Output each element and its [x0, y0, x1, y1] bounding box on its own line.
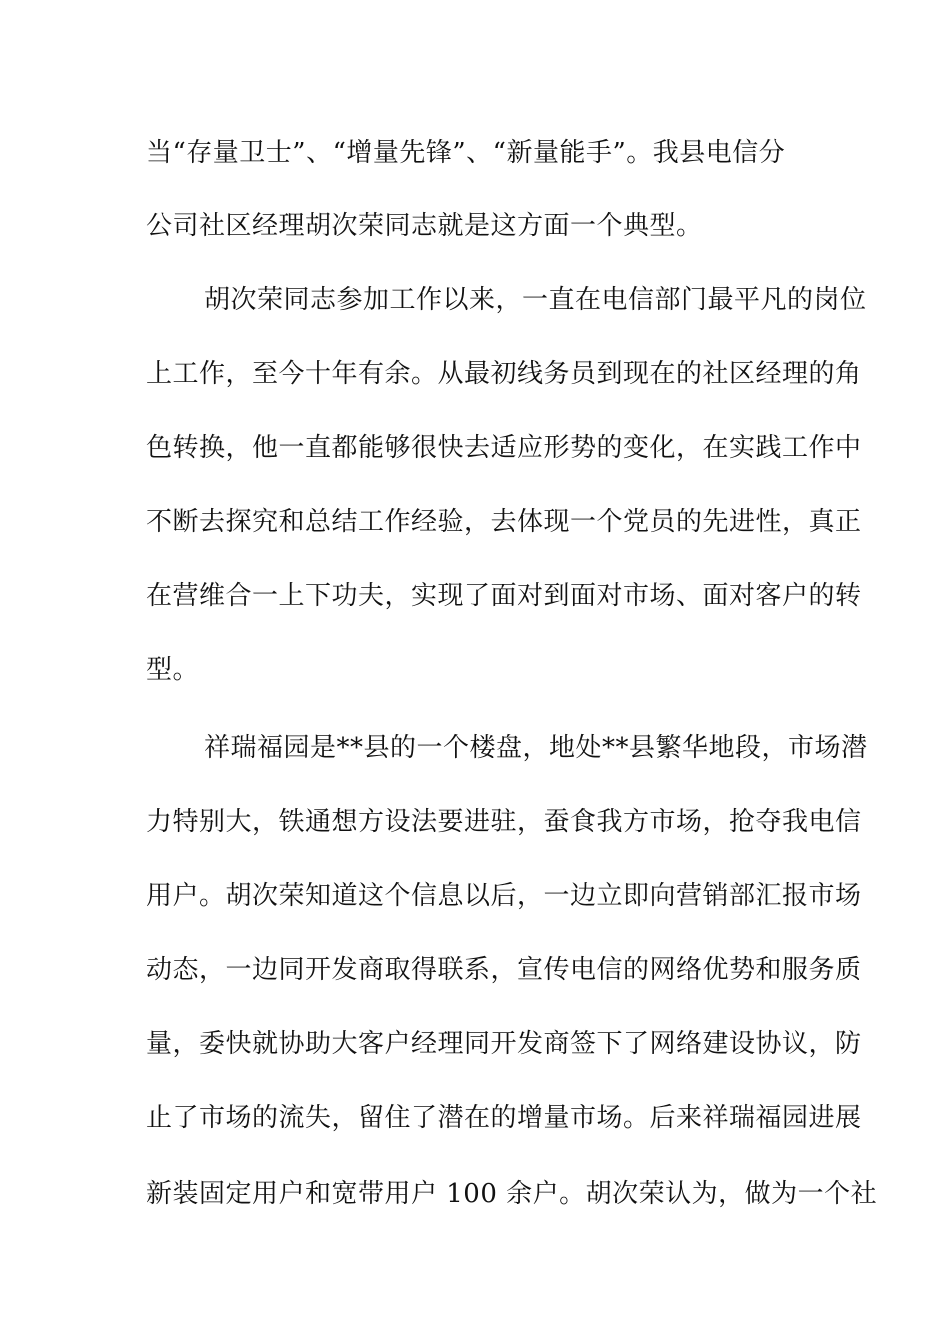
- paragraph-3-line-5: 量，委快就协助大客户经理同开发商签下了网络建设协议，防: [146, 1029, 862, 1059]
- paragraph-1-line-2: 公司社区经理胡次荣同志就是这方面一个典型。: [146, 211, 703, 241]
- paragraph-3-line-6: 止了市场的流失，留住了潜在的增量市场。后来祥瑞福园进展: [146, 1103, 862, 1133]
- paragraph-3-line-3: 用户。胡次荣知道这个信息以后，一边立即向营销部汇报市场: [146, 881, 862, 911]
- paragraph-3-line-1: 祥瑞福园是**县的一个楼盘，地处**县繁华地段，市场潜: [204, 733, 868, 763]
- paragraph-3-line-7: 新装固定用户和宽带用户 100 余户。胡次荣认为，做为一个社: [146, 1179, 878, 1209]
- paragraph-2-line-4: 不断去探究和总结工作经验，去体现一个党员的先进性，真正: [146, 507, 862, 537]
- paragraph-2-line-6: 型。: [146, 655, 200, 685]
- paragraph-2-line-5: 在营维合一上下功夫，实现了面对到面对市场、面对客户的转: [146, 581, 862, 611]
- paragraph-1-line-1: 当“存量卫士”、“增量先锋”、“新量能手”。我县电信分: [146, 138, 786, 168]
- paragraph-3-line-2: 力特别大，铁通想方设法要进驻，蚕食我方市场，抢夺我电信: [146, 807, 862, 837]
- paragraph-2-line-3: 色转换，他一直都能够很快去适应形势的变化，在实践工作中: [146, 433, 862, 463]
- paragraph-2-line-1: 胡次荣同志参加工作以来，一直在电信部门最平凡的岗位: [204, 285, 867, 315]
- paragraph-2-line-2: 上工作，至今十年有余。从最初线务员到现在的社区经理的角: [146, 359, 862, 389]
- paragraph-3-line-4: 动态，一边同开发商取得联系，宣传电信的网络优势和服务质: [146, 955, 862, 985]
